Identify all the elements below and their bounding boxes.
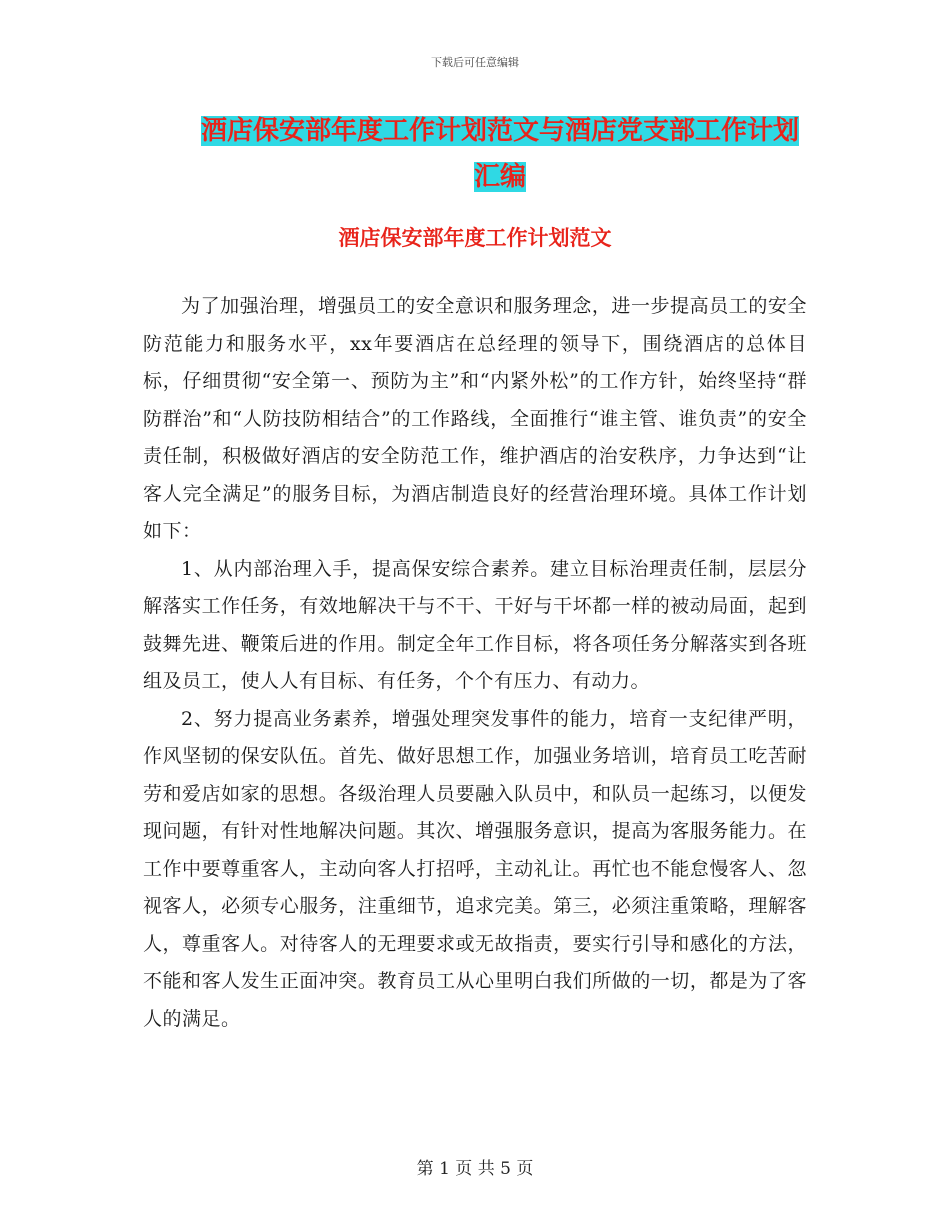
paragraph: 为了加强治理，增强员工的安全意识和服务理念，进一步提高员工的安全防范能力和服务水平，xx年要酒店在总经理的领导下，围绕酒店的总体目标，仔细贯彻“安全第一、预防为主”和“内紧外松”的工作方针，始终坚持“群防群治”和“人防技防相结合”的工作路线，全面推行“谁主管、谁负责”的安全责任制，积极做好酒店的安全防范工作，维护酒店的治安秩序，力争达到“让客人完全满足”的服务目标，为酒店制造良好的经营治理环境。具体工作计划如下： [143,295,807,542]
document-title [190,108,810,200]
section-title: 酒店保安部年度工作计划范文 [338,225,612,250]
paragraph: 1、从内部治理入手，提高保安综合素养。建立目标治理责任制，层层分解落实工作任务，有效地解决干与不干、干好与干坏都一样的被动局面，起到鼓舞先进、鞭策后进的作用。制定全年工作目标，将各项任务分解落实到各班组及员工，使人人有目标、有任务，个个有压力、有动力。 [143,557,807,692]
document-body [143,288,807,1038]
page-number: 第 1 页 共 5 页 [416,1159,534,1179]
paragraph: 2、努力提高业务素养，增强处理突发事件的能力，培育一支纪律严明，作风坚韧的保安队伍。首先、做好思想工作，加强业务培训，培育员工吃苦耐劳和爱店如家的思想。各级治理人员要融入队员中，和队员一起练习，以便发现问题，有针对性地解决问题。其次、增强服务意识，提高为客服务能力。在工作中要尊重客人，主动向客人打招呼，主动礼让。再忙也不能怠慢客人、忽视客人，必须专心服务，注重细节，追求完美。第三，必须注重策略，理解客人，尊重客人。对待客人的无理要求或无故指责，要实行引导和感化的方法，不能和客人发生正面冲突。教育员工从心里明白我们所做的一切，都是为了客人的满足。 [143,707,807,1030]
document-title-text: 酒店保安部年度工作计划范文与酒店党支部工作计划汇编 [200,116,799,192]
header-note: 下载后可任意编辑 [431,56,519,69]
